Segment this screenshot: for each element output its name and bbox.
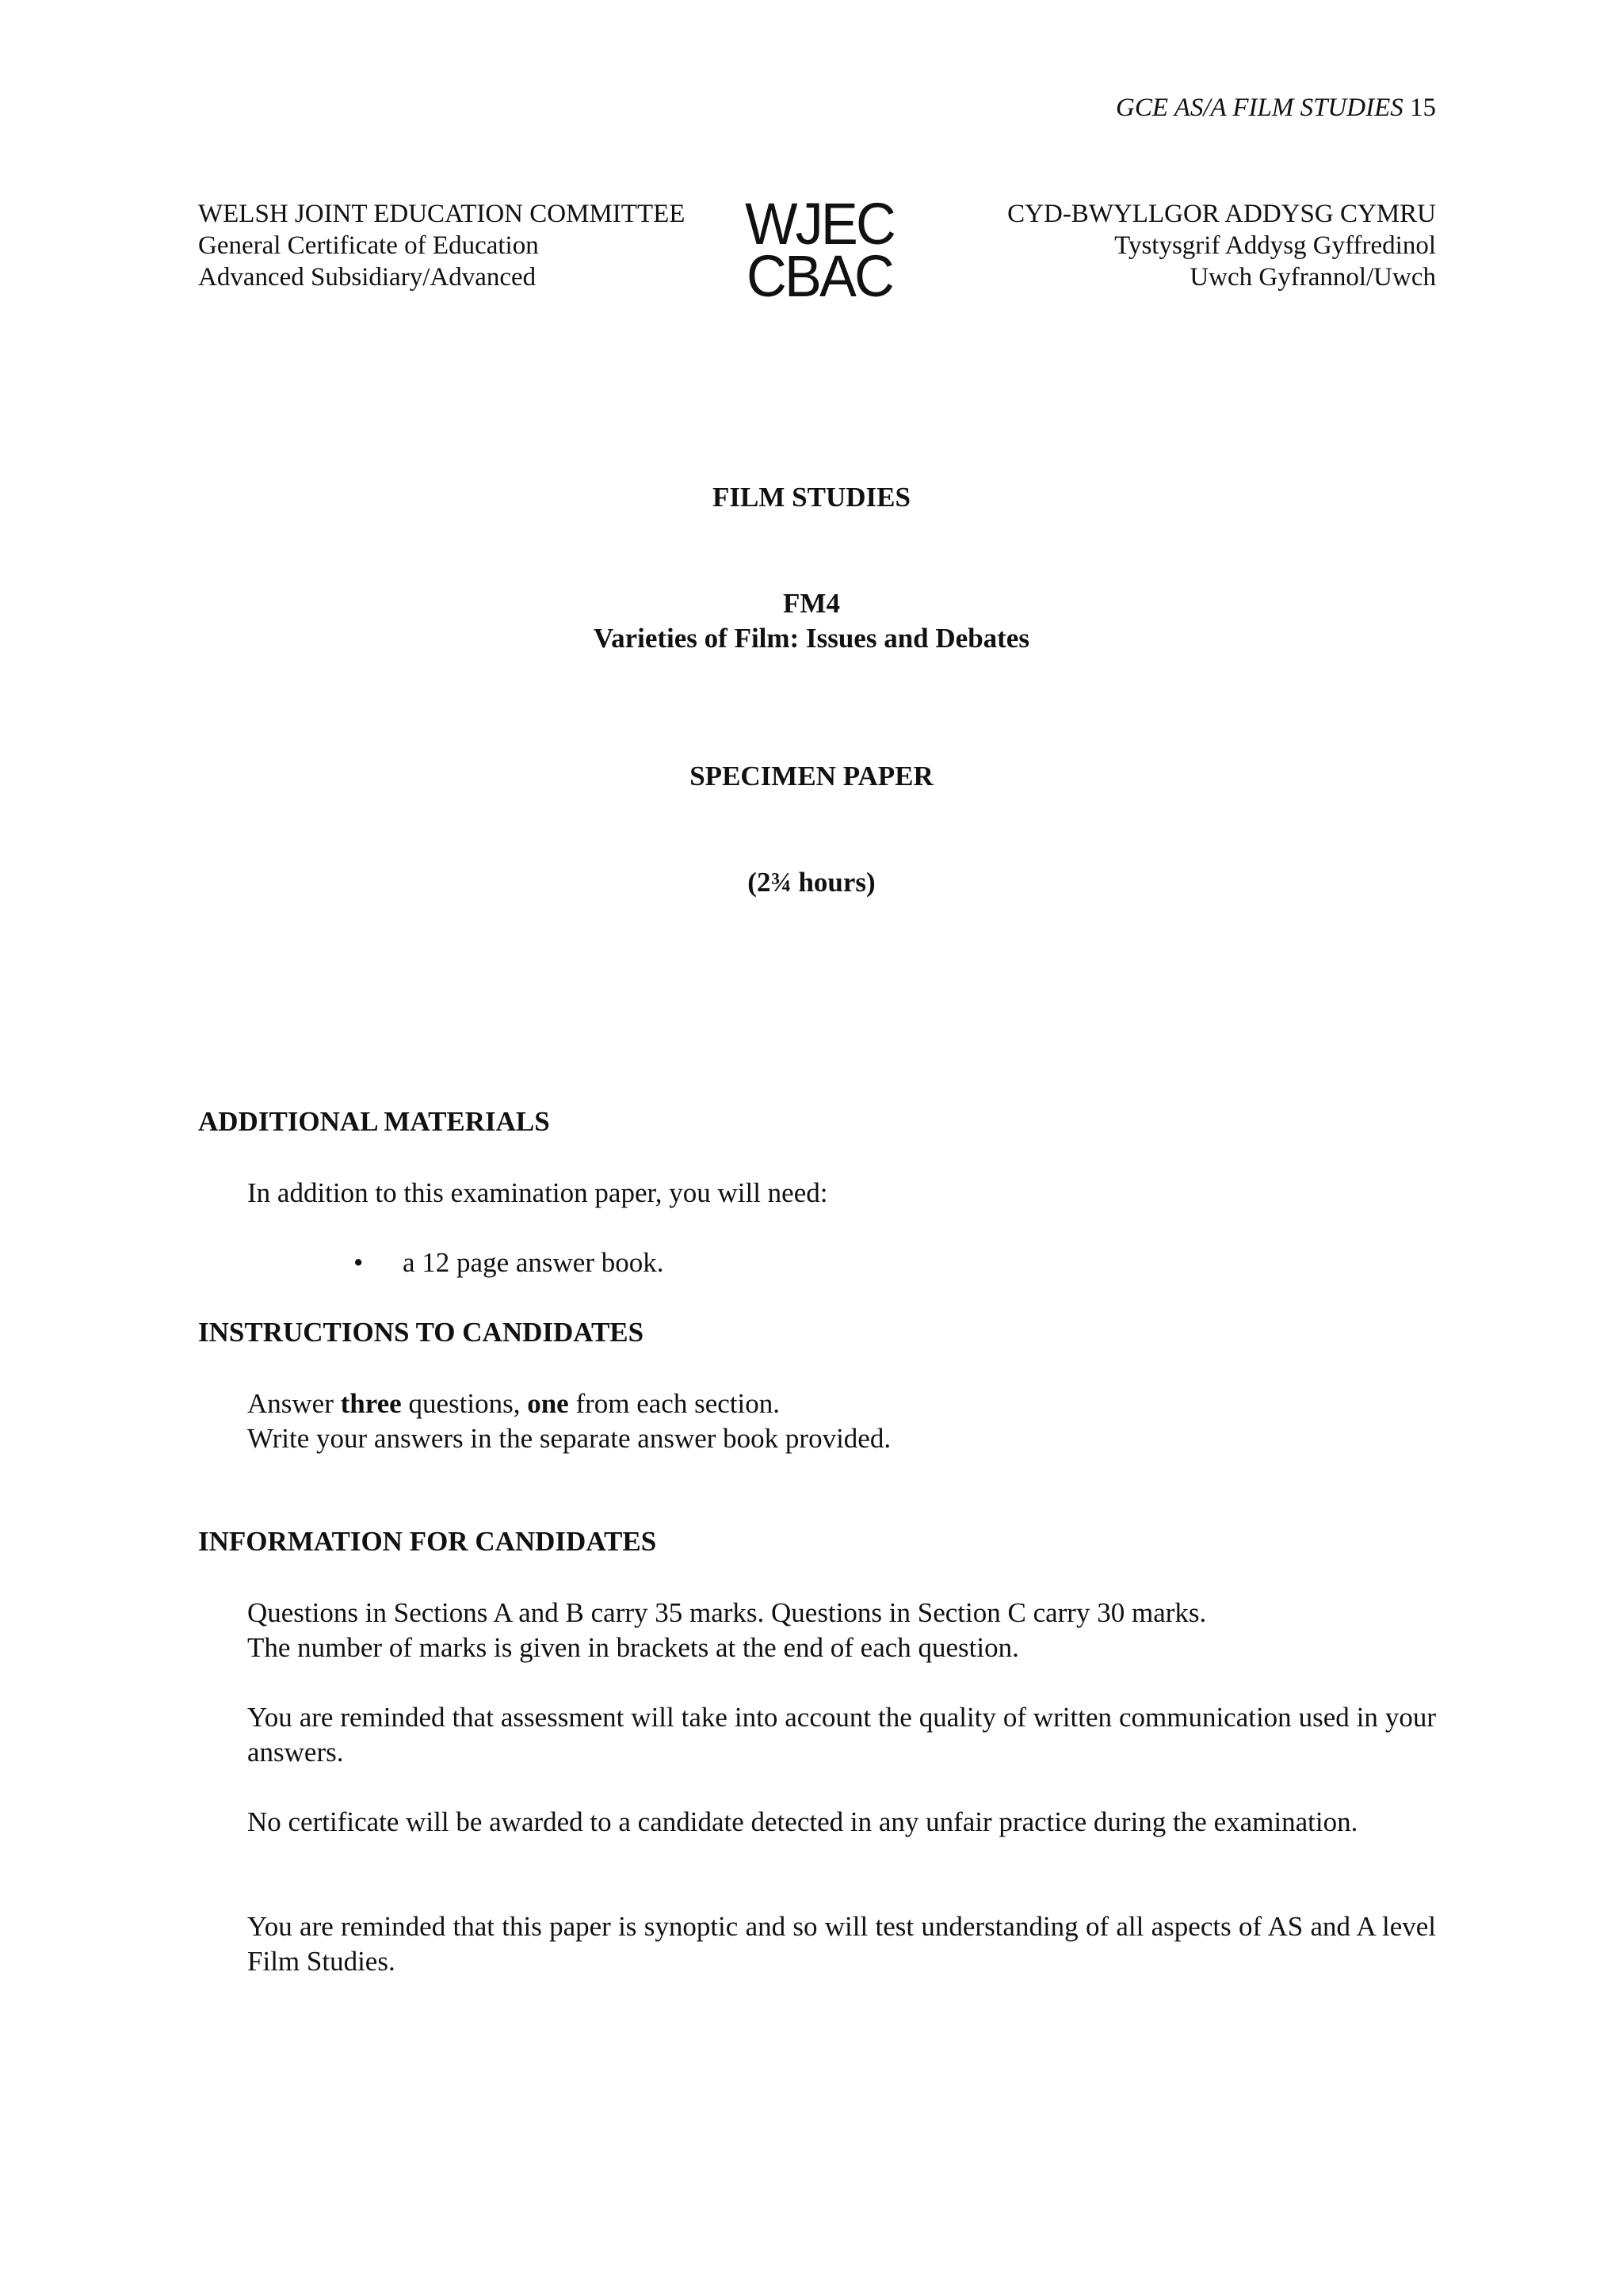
subject-title: FILM STUDIES bbox=[712, 482, 911, 513]
bullet-icon: • bbox=[353, 1247, 364, 1278]
board-name-english: WELSH JOINT EDUCATION COMMITTEE bbox=[198, 200, 685, 228]
emphasis-one: one bbox=[527, 1388, 569, 1419]
list-item-text: a 12 page answer book. bbox=[403, 1247, 664, 1278]
information-synoptic-note: You are reminded that this paper is synoptic and so will test understanding of all aspects of AS and A level Film Studies. bbox=[247, 1911, 1436, 1977]
text-span: questions, bbox=[401, 1388, 528, 1419]
text-span: Answer bbox=[247, 1388, 341, 1419]
wjec-logo-top: WJEC bbox=[745, 191, 894, 257]
letterhead-welsh bbox=[1007, 198, 1436, 293]
information-unfair-practice: No certificate will be awarded to a candidate detected in any unfair practice during the examination. bbox=[247, 1806, 1358, 1837]
instructions-line-2: Write your answers in the separate answer book provided. bbox=[247, 1423, 892, 1454]
wjec-logo-bottom: CBAC bbox=[747, 243, 892, 309]
marks-line-1: Questions in Sections A and B carry 35 marks. Questions in Section C carry 30 marks. bbox=[247, 1597, 1207, 1628]
information-marks bbox=[247, 1596, 1436, 1665]
qualification-english: General Certificate of Education bbox=[198, 231, 539, 260]
instructions-line-1 bbox=[247, 1386, 1436, 1421]
list-item bbox=[353, 1247, 663, 1279]
marks-line-2: The number of marks is given in brackets at the end of each question. bbox=[247, 1632, 1019, 1663]
running-header-title: GCE AS/A FILM STUDIES bbox=[1116, 93, 1403, 122]
text-span: from each section. bbox=[568, 1388, 780, 1419]
additional-materials-heading: ADDITIONAL MATERIALS bbox=[198, 1106, 550, 1137]
paper-type: SPECIMEN PAPER bbox=[689, 761, 934, 791]
page-number: 15 bbox=[1410, 93, 1436, 122]
information-quality-note: You are reminded that assessment will take into account the quality of written communication used in your answers. bbox=[247, 1702, 1436, 1768]
instructions-heading: INSTRUCTIONS TO CANDIDATES bbox=[198, 1317, 644, 1348]
level-english: Advanced Subsidiary/Advanced bbox=[198, 263, 537, 292]
instructions-text bbox=[247, 1386, 1436, 1456]
information-heading: INFORMATION FOR CANDIDATES bbox=[198, 1526, 657, 1557]
running-header bbox=[1116, 93, 1436, 123]
board-name-welsh: CYD-BWYLLGOR ADDYSG CYMRU bbox=[1007, 200, 1436, 228]
emphasis-three: three bbox=[340, 1388, 402, 1419]
unit-title: Varieties of Film: Issues and Debates bbox=[594, 623, 1029, 654]
level-welsh: Uwch Gyfrannol/Uwch bbox=[1190, 263, 1436, 292]
qualification-welsh: Tystysgrif Addysg Gyffredinol bbox=[1114, 231, 1436, 260]
unit-code: FM4 bbox=[783, 588, 840, 619]
duration: (2¾ hours) bbox=[747, 867, 876, 898]
additional-materials-intro: In addition to this examination paper, you will need: bbox=[247, 1177, 828, 1208]
letterhead-english bbox=[198, 198, 685, 293]
